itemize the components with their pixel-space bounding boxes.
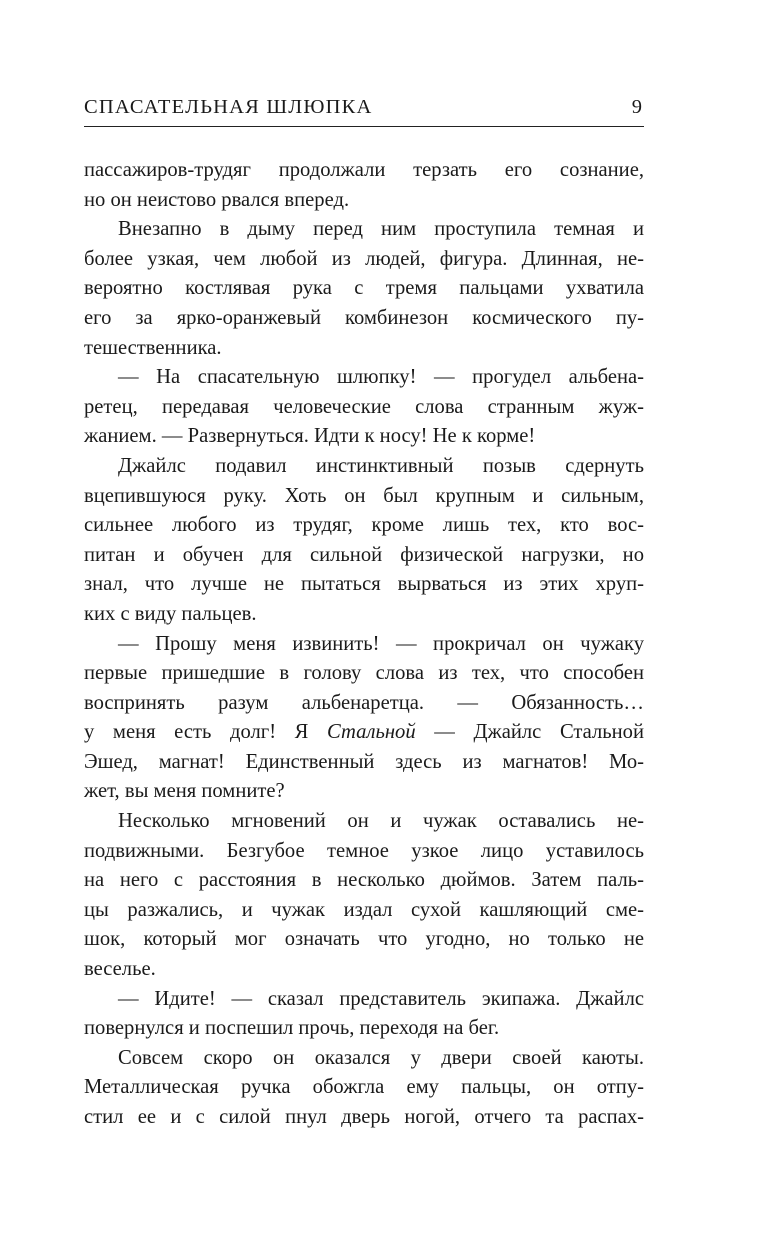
text-line: на него с расстояния в несколько дюймов. Затем паль- xyxy=(84,869,644,892)
text-line: питан и обучен для сильной физической нагрузки, но xyxy=(84,543,644,566)
text-line: Несколько мгновений он и чужак оставались не- xyxy=(118,810,644,833)
text-line: Совсем скоро он оказался у двери своей каюты. xyxy=(118,1046,644,1069)
running-title: СПАСАТЕЛЬНАЯ ШЛЮПКА xyxy=(84,96,373,118)
text-line: тешественника. xyxy=(84,336,222,359)
text-line: цы разжались, и чужак издал сухой кашляющий сме- xyxy=(84,898,644,921)
text-line: — На спасательную шлюпку! — прогудел альбена- xyxy=(118,366,644,389)
text-line: жанием. — Развернуться. Идти к носу! Не к корме! xyxy=(84,425,536,448)
text-line xyxy=(84,718,644,748)
text-line: веселье. xyxy=(84,958,156,981)
body-text xyxy=(84,156,644,1133)
text-line: пассажиров-трудяг продолжали терзать его сознание, xyxy=(84,159,644,181)
page-number: 9 xyxy=(631,96,642,118)
text-line: стил ее и с силой пнул дверь ногой, отчего та распах- xyxy=(84,1106,644,1128)
text-line: ких с виду пальцев. xyxy=(84,602,257,625)
running-header xyxy=(84,92,644,127)
text-line: сильнее любого из трудяг, кроме лишь тех, кто вос- xyxy=(84,514,644,537)
book-page xyxy=(84,92,644,1133)
text-line: Джайлс подавил инстинктивный позыв сдернуть xyxy=(118,454,644,477)
text-line: знал, что лучше не пытаться вырваться из этих хруп- xyxy=(84,573,644,596)
text-line: вцепившуюся руку. Хоть он был крупным и сильным, xyxy=(84,484,644,507)
italic-name: Стальной xyxy=(327,721,416,744)
text-line: — Прошу меня извинить! — прокричал он чужаку xyxy=(118,632,644,655)
text-line: воспринять разум альбенаретца. — Обязанность… xyxy=(84,691,644,714)
text-line: повернулся и поспешил прочь, переходя на бег. xyxy=(84,1017,500,1040)
text-line: первые пришедшие в голову слова из тех, что способен xyxy=(84,662,644,685)
text-line: Металлическая ручка обожгла ему пальцы, он отпу- xyxy=(84,1076,644,1099)
text-line: более узкая, чем любой из людей, фигура. Длинная, не- xyxy=(84,247,644,270)
text-line: ретец, передавая человеческие слова странным жуж- xyxy=(84,395,644,418)
text-line: — Идите! — сказал представитель экипажа. Джайлс xyxy=(118,987,644,1010)
text-segment: у меня есть долг! Я xyxy=(84,721,328,744)
text-segment: — Джайлс Стальной xyxy=(415,721,644,744)
text-line: шок, который мог означать что угодно, но только не xyxy=(84,928,644,951)
text-line: вероятно костлявая рука с тремя пальцами ухватила xyxy=(84,277,644,300)
text-line: подвижными. Безгубое темное узкое лицо уставилось xyxy=(84,839,644,862)
text-line: Внезапно в дыму перед ним проступила темная и xyxy=(118,218,644,241)
text-line: Эшед, магнат! Единственный здесь из магнатов! Мо- xyxy=(84,750,644,773)
text-line: жет, вы меня помните? xyxy=(84,780,285,803)
text-line: но он неистово рвался вперед. xyxy=(84,188,350,211)
text-line: его за ярко-оранжевый комбинезон космического пу- xyxy=(84,306,644,329)
